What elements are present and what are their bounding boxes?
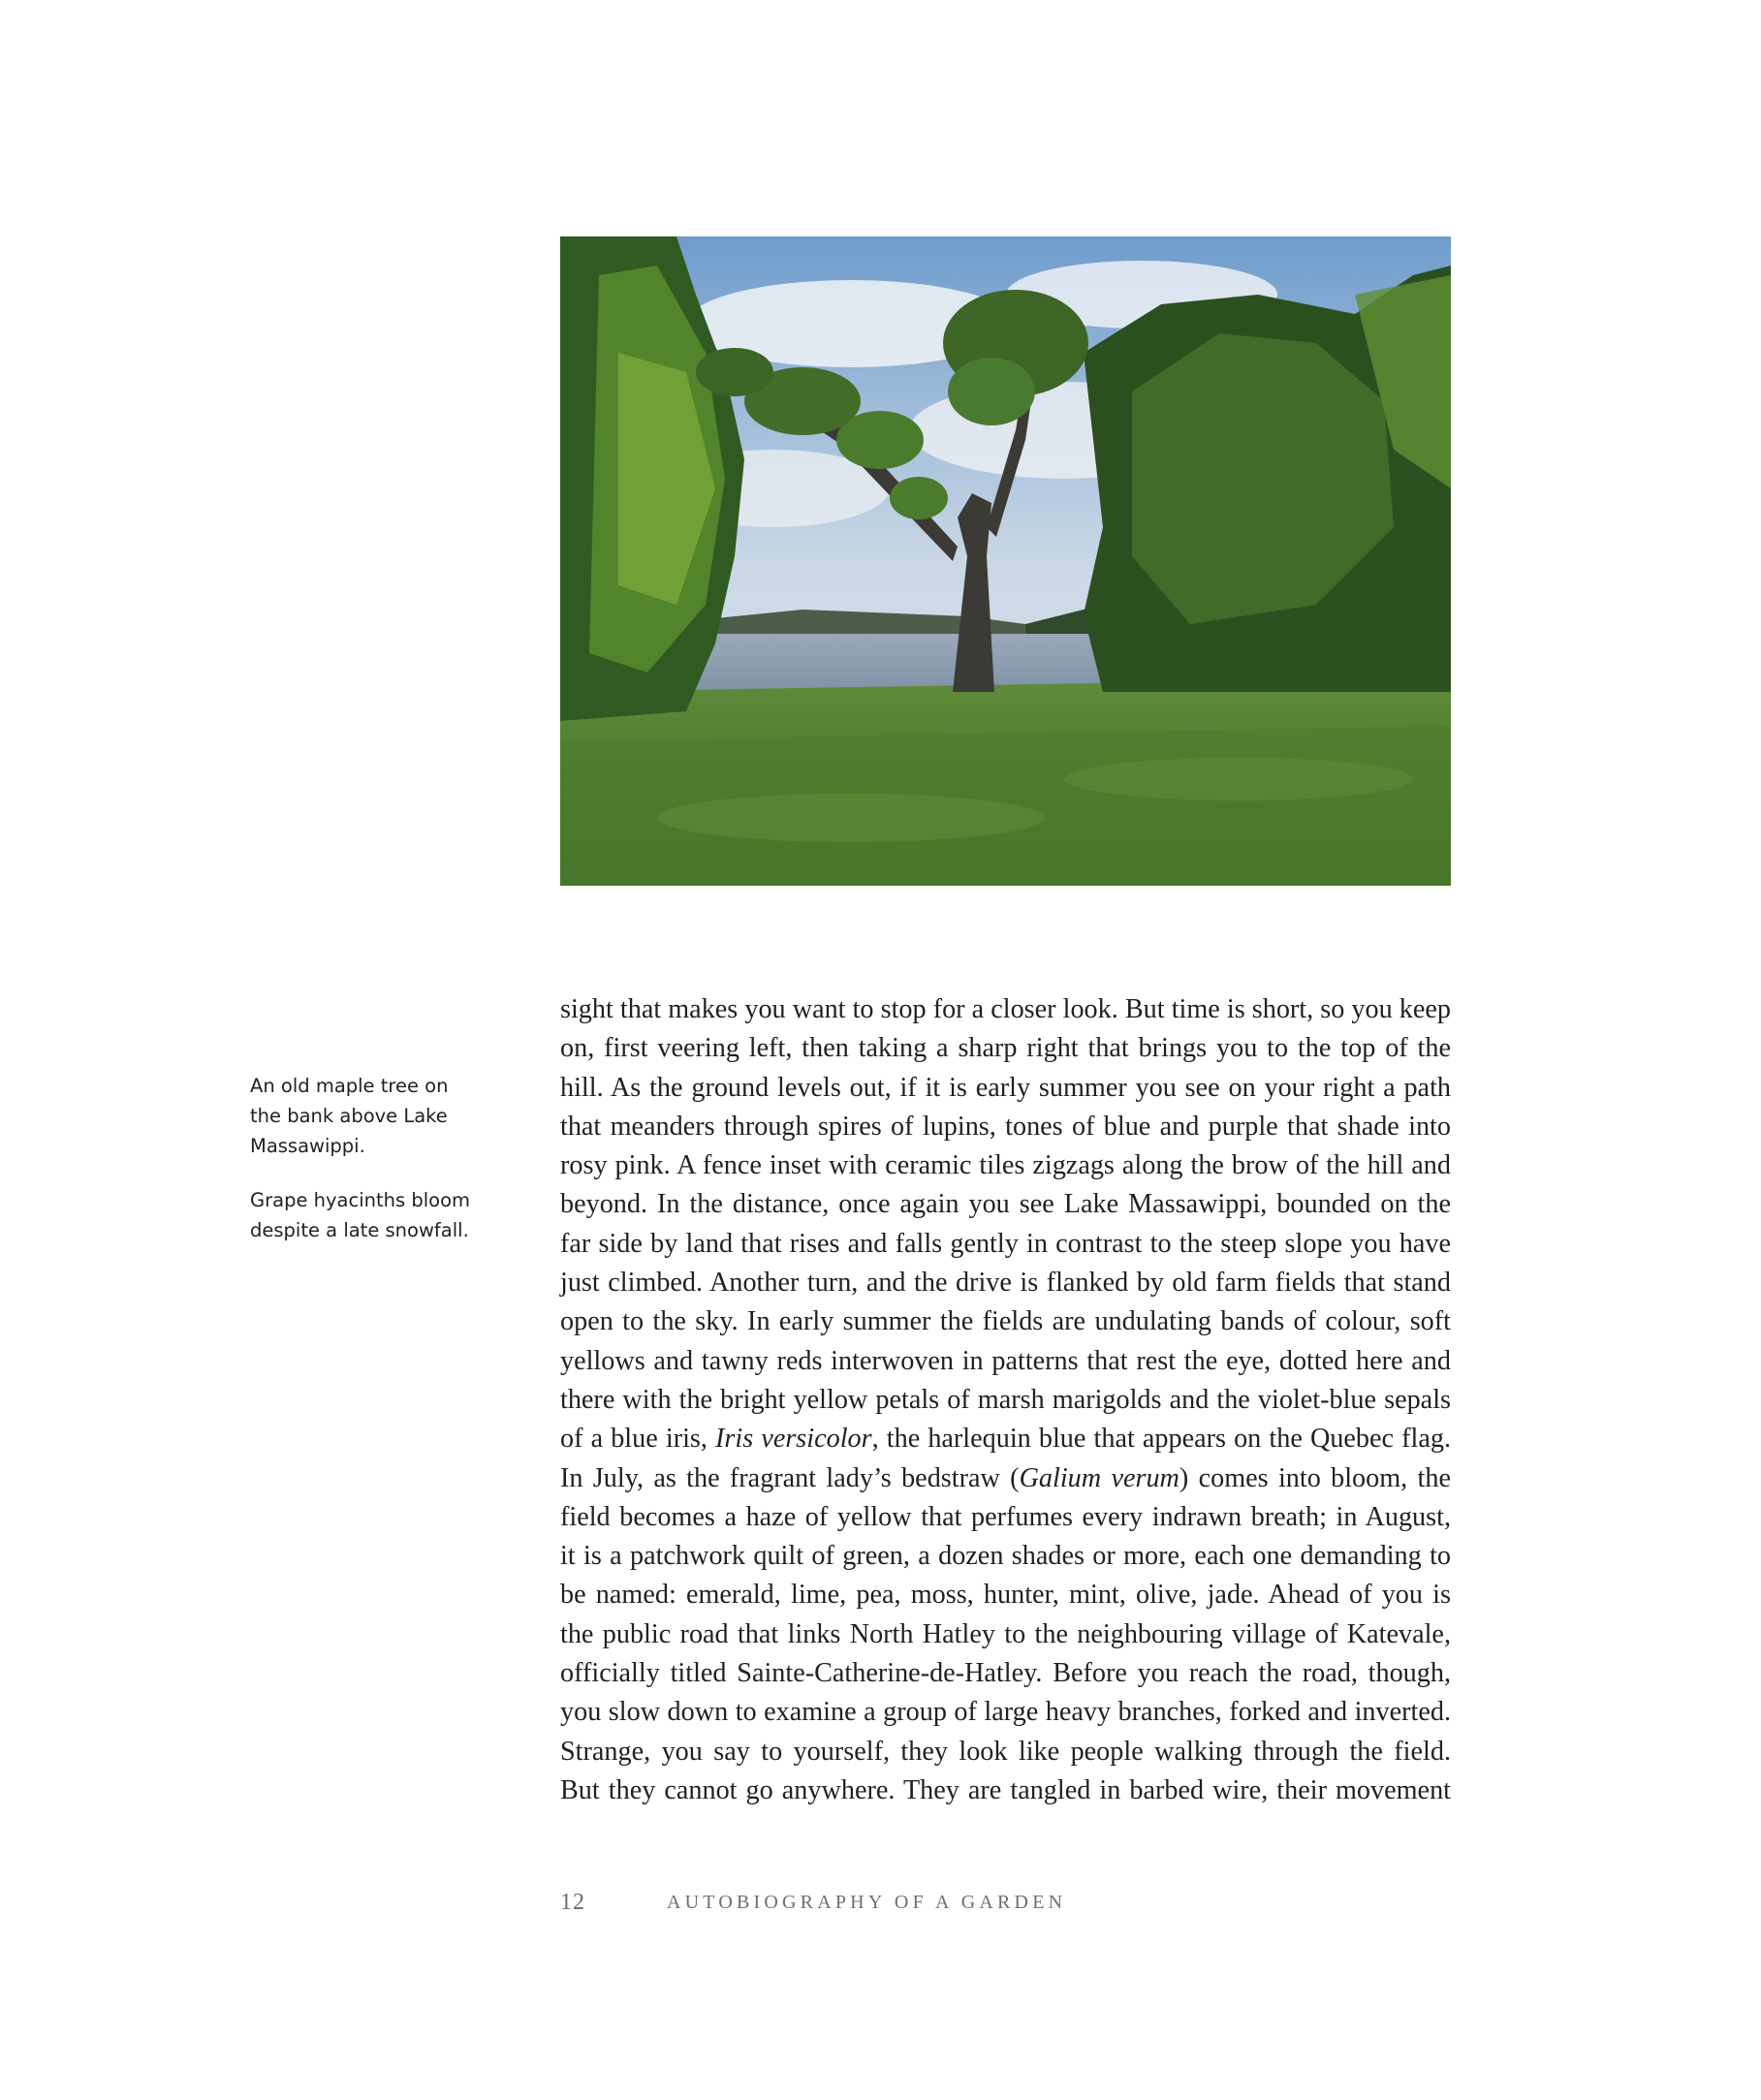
running-head: AUTOBIOGRAPHY OF A GARDEN: [667, 1892, 1067, 1913]
body-line: open to the sky. In early summer the fields are undulating bands of colour, soft: [560, 1306, 1451, 1337]
body-line: Strange, you say to yourself, they look like people walking through the field.: [560, 1736, 1451, 1767]
figure-captions: [250, 1071, 483, 1269]
body-paragraph: [560, 990, 1451, 1810]
body-line: officially titled Sainte-Catherine-de-Hatley. Before you reach the road, though,: [560, 1658, 1451, 1689]
body-line: that meanders through spires of lupins, tones of blue and purple that shade into: [560, 1111, 1451, 1142]
body-line: you slow down to examine a group of large heavy branches, forked and inverted.: [560, 1697, 1451, 1728]
text-segment: In July, as the fragrant lady’s bedstraw (: [560, 1462, 1020, 1493]
body-line: field becomes a haze of yellow that perfumes every indrawn breath; in August,: [560, 1501, 1451, 1532]
body-line: sight that makes you want to stop for a closer look. But time is short, so you keep: [560, 994, 1451, 1024]
page-number: 12: [560, 1890, 585, 1915]
body-line: yellows and tawny reds interwoven in patterns that rest the eye, dotted here and: [560, 1345, 1451, 1376]
text-segment: , the harlequin blue that appears on the Quebec flag.: [871, 1424, 1451, 1455]
body-line: the public road that links North Hatley to the neighbouring village of Katevale,: [560, 1618, 1451, 1649]
body-line: hill. As the ground levels out, if it is early summer you see on your right a path: [560, 1072, 1451, 1103]
body-line: far side by land that rises and falls gently in contrast to the steep slope you have: [560, 1228, 1451, 1259]
body-line: beyond. In the distance, once again you see Lake Massawippi, bounded on the: [560, 1189, 1451, 1220]
body-line: it is a patchwork quilt of green, a dozen shades or more, each one demanding to: [560, 1541, 1451, 1572]
body-line: be named: emerald, lime, pea, moss, hunter, mint, olive, jade. Ahead of you is: [560, 1580, 1451, 1611]
body-line: just climbed. Another turn, and the drive is flanked by old farm fields that stand: [560, 1268, 1451, 1299]
photo-illustration: [560, 236, 1451, 886]
caption-grape-hyacinths: Grape hyacinths bloom despite a late snowfall.: [250, 1189, 471, 1241]
species-name-iris: Iris versicolor: [715, 1424, 872, 1455]
body-line: But they cannot go anywhere. They are tangled in barbed wire, their movement: [560, 1774, 1451, 1805]
body-line-galium: [560, 1459, 1451, 1498]
body-line: on, first veering left, then taking a sharp right that brings you to the top of the: [560, 1033, 1451, 1064]
text-segment: ) comes into bloom, the: [1179, 1462, 1451, 1493]
body-line-iris: [560, 1420, 1451, 1458]
body-line: there with the bright yellow petals of marsh marigolds and the violet-blue sepals: [560, 1384, 1451, 1415]
maple-tree-lake-photo: [560, 236, 1451, 886]
body-line: rosy pink. A fence inset with ceramic tiles zigzags along the brow of the hill and: [560, 1150, 1451, 1181]
caption-maple-tree: An old maple tree on the bank above Lake Massawippi.: [250, 1075, 449, 1157]
text-segment: of a blue iris,: [560, 1424, 716, 1455]
species-name-galium: Galium verum: [1019, 1462, 1179, 1493]
